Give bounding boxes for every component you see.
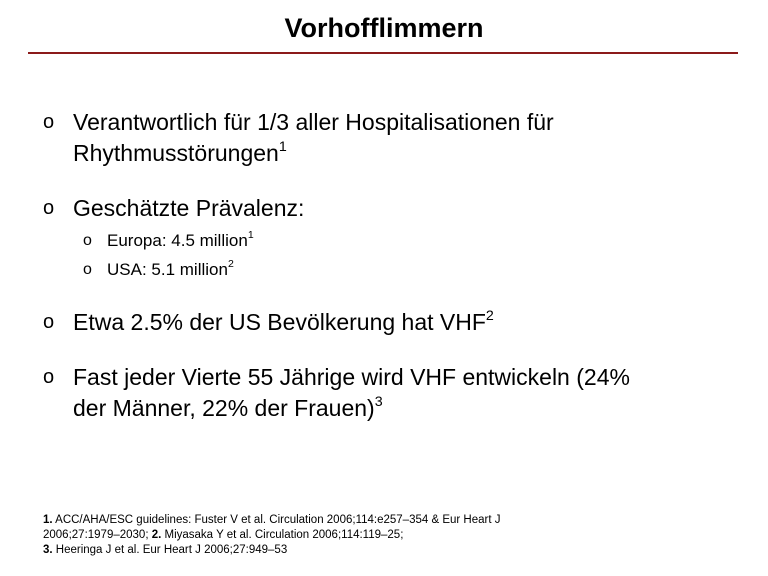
bullet-text-line1: Fast jeder Vierte 55 Jährige wird VHF entwickeln (24% [73, 364, 630, 390]
bullet-text-line1: Etwa 2.5% der US Bevölkerung hat VHF$^2$ [73, 308, 494, 335]
sub-bullet-text: USA: 5.1 million$^2$ [107, 258, 234, 279]
reference-line: 3. Heeringa J et al. Eur Heart J 2006;27:949–53 [43, 544, 288, 556]
references [43, 513, 500, 558]
footnote-ref: 2 [227, 258, 234, 271]
bullet-marker: o [43, 197, 55, 219]
reference-line: 2006;27:1979–2030; 2. Miyasaka Y et al. Circulation 2006;114:119–25; [43, 529, 404, 541]
bullet-text-line1: Geschätzte Prävalenz: [73, 195, 305, 221]
bullet-marker: o [43, 111, 55, 133]
bullet-text-line1: Verantwortlich für 1/3 aller Hospitalisationen für [73, 109, 554, 135]
sub-bullet-marker: o [83, 232, 92, 249]
sub-bullet-marker: o [83, 261, 92, 278]
footnote-ref: 3 [374, 394, 383, 411]
bullet-text-line2: der Männer, 22% der Frauen)$^3$ [73, 394, 383, 421]
bullet-marker: o [43, 311, 55, 333]
bullet-text-line2: Rhythmusstörungen$^1$ [73, 139, 287, 166]
footnote-ref: 2 [485, 308, 494, 325]
footnote-ref: 1 [278, 139, 287, 156]
bullet-marker: o [43, 366, 55, 388]
title-divider [28, 52, 738, 54]
sub-bullet-text: Europa: 4.5 million$^1$ [107, 229, 254, 250]
slide-title: Vorhofflimmern [284, 13, 484, 43]
reference-line: 1. ACC/AHA/ESC guidelines: Fuster V et al. Circulation 2006;114:e257–354 & Eur Heart J [43, 514, 501, 526]
footnote-ref: 1 [247, 229, 254, 242]
